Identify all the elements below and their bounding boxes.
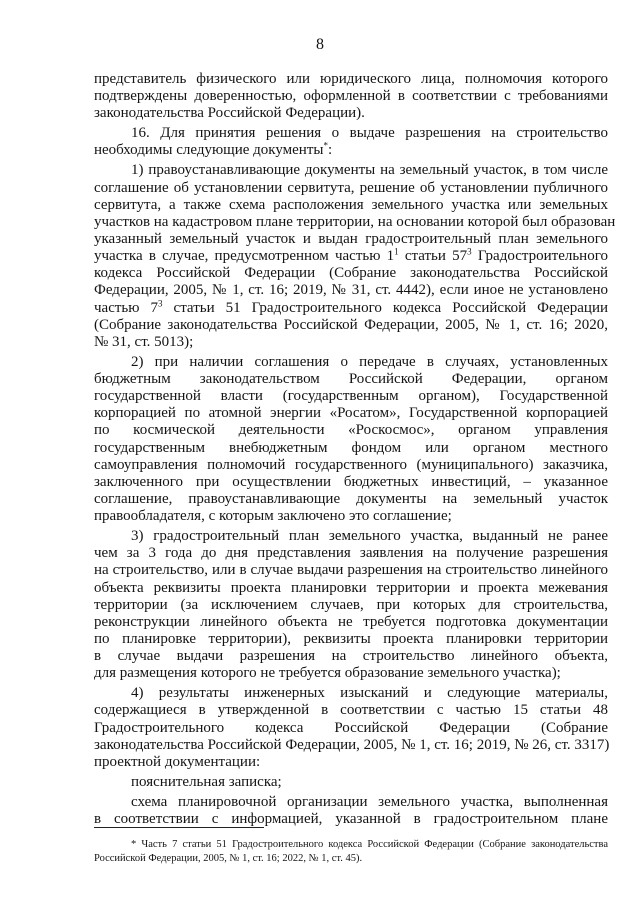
- text-run: государственной власти (государственным органом), Государственной: [94, 388, 608, 404]
- body-line: [94, 370, 608, 388]
- body-line: [94, 333, 608, 351]
- body-line: [94, 264, 608, 282]
- body-line: [94, 664, 608, 682]
- body-line: [94, 439, 608, 457]
- text-run: объекта реквизиты проекта планировки территории и проекта межевания: [94, 580, 608, 596]
- text-run: бюджетным законодательством Российской Федерации, органом: [94, 371, 608, 387]
- text-run: 2) при наличии соглашения о передаче в случаях, установленных: [131, 354, 608, 370]
- body-line: [94, 281, 608, 299]
- text-run: Градостроительного кодекса Российской Федерации (Собрание: [94, 720, 608, 736]
- text-run: частью 7: [94, 300, 158, 316]
- text-run: кодекса Российской Федерации (Собрание законодательства Российской: [94, 265, 608, 281]
- text-run: представитель физического или юридического лица, полномочия которого: [94, 71, 608, 87]
- text-run: в соответствии с информацией, указанной в градостроительном плане: [94, 811, 608, 827]
- text-run: необходимы следующие документы: [94, 142, 324, 158]
- text-run: для размещения которого не требуется образование земельного участка);: [94, 665, 561, 681]
- body-line: [94, 736, 608, 754]
- body-line: [94, 387, 608, 405]
- body-line: [94, 141, 608, 159]
- text-run: участков на кадастровом плане территории, на основании которой был образован: [94, 214, 616, 230]
- body-line: [94, 561, 608, 579]
- text-run: реконструкции линейного объекта не требуется подготовка документации: [94, 614, 608, 630]
- text-run: сервитута, а также схема расположения земельного участка или земельных: [94, 197, 608, 213]
- body-line: [94, 613, 608, 631]
- body-line: [94, 647, 608, 665]
- body-line: [94, 579, 608, 597]
- body-line: [94, 753, 608, 771]
- footnote-line: [94, 852, 608, 865]
- superscript: 3: [158, 298, 163, 309]
- page-number: 8: [316, 36, 324, 53]
- body-line: [94, 230, 608, 248]
- text-run: корпорацией по атомной энергии «Росатом», Государственной корпорацией: [94, 405, 608, 421]
- text-run: заключенного при осуществлении бюджетных инвестиций, – указанное: [94, 474, 608, 490]
- text-run: подтверждены доверенностью, оформленной в соответствии с требованиями: [94, 88, 608, 104]
- body-line: [94, 596, 608, 614]
- text-run: государственным внебюджетным фондом или органом местного: [94, 440, 608, 456]
- body-line: [94, 810, 608, 828]
- text-run: статьи 51 Градостроительного кодекса Российской Федерации: [162, 300, 608, 316]
- text-run: территории (за исключением случаев, при которых для строительства,: [94, 597, 608, 613]
- body-line: [94, 299, 608, 317]
- text-run: самоуправления полномочий государственного (муниципального) заказчика,: [94, 457, 608, 473]
- body-line: [131, 793, 608, 811]
- text-run: чем за 3 года до дня представления заявления на получение разрешения: [94, 545, 608, 561]
- body-line: [131, 773, 608, 791]
- text-run: по планировке территории), реквизиты проекта планировки территории: [94, 631, 608, 647]
- body-line: [94, 544, 608, 562]
- text-run: (Собрание законодательства Российской Федерации, 2005, № 1, ст. 16; 2020,: [94, 317, 608, 333]
- body-line: [94, 87, 608, 105]
- text-run: соглашение, правоустанавливающие документы на земельный участок: [94, 491, 608, 507]
- text-run: 4) результаты инженерных изысканий и следующие материалы,: [131, 685, 608, 701]
- text-run: № 31, ст. 5013);: [94, 334, 194, 350]
- text-run: схема планировочной организации земельного участка, выполненная: [131, 794, 608, 810]
- text-run: Градостроительного: [471, 248, 608, 264]
- text-run: правообладателя, с которым заключено это соглашение;: [94, 508, 452, 524]
- superscript: *: [323, 140, 328, 151]
- body-line: [94, 507, 608, 525]
- footnote-separator: [94, 827, 264, 828]
- text-run: законодательства Российской Федерации).: [94, 105, 365, 121]
- text-run: содержащиеся в утвержденной в соответствии с частью 15 статьи 48: [94, 702, 608, 718]
- text-run: статьи 57: [398, 248, 468, 264]
- text-run: на строительство, или в случае выдачи разрешения на строительство линейного: [94, 562, 608, 578]
- text-run: :: [327, 142, 333, 158]
- text-run: проектной документации:: [94, 754, 261, 770]
- body-line: [94, 404, 608, 422]
- body-line: [94, 316, 608, 334]
- text-run: * Часть 7 статьи 51 Градостроительного кодекса Российской Федерации (Собрание законодательства: [131, 839, 608, 850]
- text-run: по космической деятельности «Роскосмос», органом управления: [94, 422, 608, 438]
- text-run: в случае выдачи разрешения на строительство линейного объекта,: [94, 648, 608, 664]
- body-line: [94, 490, 608, 508]
- body-line: [94, 247, 608, 265]
- body-line: [94, 701, 608, 719]
- text-run: 3) градостроительный план земельного участка, выданный не ранее: [131, 528, 608, 544]
- text-run: 1) правоустанавливающие документы на земельный участок, в том числе: [131, 162, 608, 178]
- body-line: [131, 161, 608, 179]
- body-line: [94, 70, 608, 88]
- text-run: Федерации, 2005, № 1, ст. 16; 2019, № 31, ст. 4442), если иное не установлено: [94, 282, 608, 298]
- body-line: [94, 456, 608, 474]
- body-line: [131, 353, 608, 371]
- body-line: [94, 196, 608, 214]
- text-run: законодательства Российской Федерации, 2005, № 1, ст. 16; 2019, № 26, ст. 3317): [94, 737, 610, 753]
- body-line: [94, 719, 608, 737]
- body-line: [94, 104, 608, 122]
- body-line: [131, 684, 608, 702]
- body-line: [94, 630, 608, 648]
- body-line: [94, 473, 608, 491]
- footnote-line: [131, 838, 608, 851]
- text-run: Российской Федерации, 2005, № 1, ст. 16; 2022, № 1, ст. 45).: [94, 853, 363, 864]
- text-run: 16. Для принятия решения о выдаче разрешения на строительство: [131, 125, 608, 141]
- superscript: 3: [467, 246, 472, 257]
- text-run: соглашение об установлении сервитута, решение об установлении публичного: [94, 180, 608, 196]
- body-line: [94, 421, 608, 439]
- text-run: указанный земельный участок и выдан градостроительный план земельного: [94, 231, 608, 247]
- superscript: 1: [394, 246, 399, 257]
- body-line: [131, 124, 608, 142]
- text-run: пояснительная записка;: [131, 774, 282, 790]
- body-line: [94, 213, 616, 231]
- body-line: [94, 179, 608, 197]
- text-run: участка в случае, предусмотренном частью 1: [94, 248, 395, 264]
- body-line: [131, 527, 608, 545]
